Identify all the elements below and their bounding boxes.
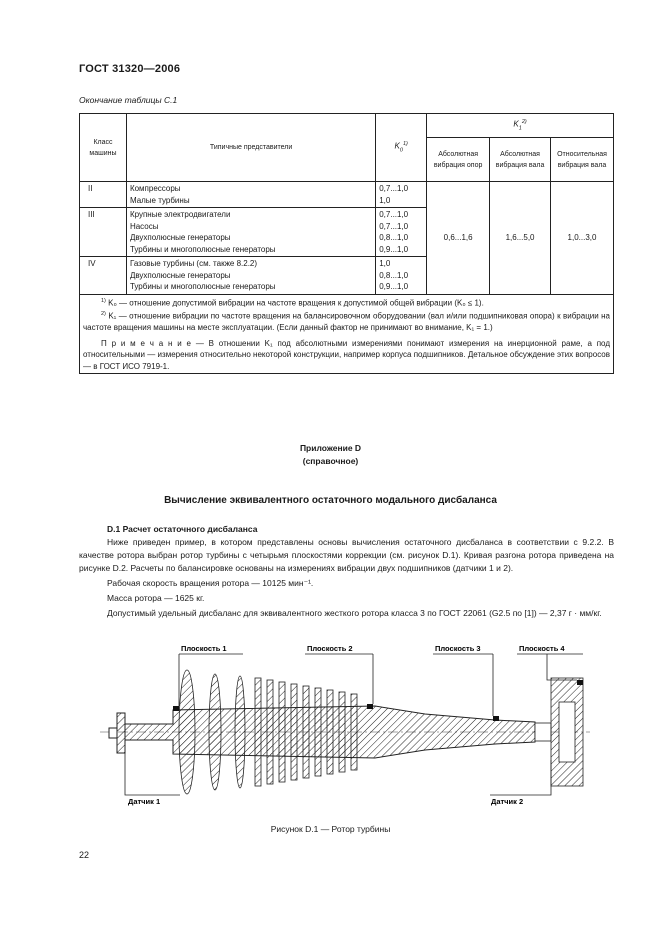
appendix-heading: Приложение D (справочное) bbox=[299, 443, 362, 466]
paragraph: Допустимый удельный дисбаланс для эквивалентного жесткого ротора класса 3 по ГОСТ 22061 (G2.5 по [1]) — 2,37 г · мм/кг. bbox=[107, 608, 602, 618]
body-text bbox=[79, 536, 614, 620]
col-repr-header: Типичные представители bbox=[126, 114, 375, 182]
vibration-table bbox=[79, 113, 614, 374]
k1-abs-support-value: 0,6...1,6 bbox=[427, 182, 490, 295]
end-flange bbox=[117, 713, 125, 753]
footnote-2: $^{2)}$ K₁ — отношение вибрации по частоте вращения на балансировочном оборудовании (вал и/или подшипниковая опора) к вибрации на частоте вращения машины на месте эксплуатации. (Если данный фактор не принимают во внимание, K₁ = 1.) bbox=[83, 310, 610, 332]
shaft-stub bbox=[109, 728, 117, 738]
k0-cell: 0,7...1,0 1,0 bbox=[376, 182, 427, 208]
paragraph: Рабочая скорость вращения ротора — 10125 мин⁻¹. bbox=[107, 578, 314, 588]
k1-abs-shaft-value: 1,6...5,0 bbox=[490, 182, 551, 295]
sensor-2-label: Датчик 2 bbox=[491, 797, 524, 806]
sensor-1-label: Датчик 1 bbox=[128, 797, 161, 806]
col-class-header: Класс машины bbox=[80, 114, 127, 182]
k0-cell: 1,0 0,8...1,0 0,9...1,0 bbox=[376, 257, 427, 295]
figure-caption: Рисунок D.1 — Ротор турбины bbox=[270, 824, 391, 834]
table-note: П р и м е ч а н и е — В отношении K₁ под абсолютными измерениями понимают измерения на инерционной раме, а под относительными — измерения относительно некоторой конструкции, например корпуса подшипников. Детальное обсуждение этих вопросов — в ГОСТ ИСО 7919-1. bbox=[83, 339, 610, 371]
k0-cell: 0,7...1,0 0,7...1,0 0,8...1,0 0,9...1,0 bbox=[376, 208, 427, 257]
repr-cell: Крупные электродвигатели Насосы Двухполюсные генераторы Турбины и многополюсные генераторы bbox=[126, 208, 375, 257]
class-cell: IV bbox=[80, 257, 127, 295]
subsection-title: D.1 Расчет остаточного дисбаланса bbox=[107, 524, 258, 534]
sub-abs-support: Абсолютная вибрация опор bbox=[427, 138, 490, 182]
right-end-assembly bbox=[535, 678, 583, 786]
table-row bbox=[80, 182, 614, 208]
col-k0-header: $K_0^{1)}$ bbox=[376, 114, 427, 182]
repr-cell: Компрессоры Малые турбины bbox=[126, 182, 375, 208]
table-notes bbox=[80, 294, 614, 374]
class-cell: III bbox=[80, 208, 127, 257]
class-cell: II bbox=[80, 182, 127, 208]
plane-3-label: Плоскость 3 bbox=[435, 644, 481, 653]
turbine-rotor-figure bbox=[95, 640, 595, 815]
col-k1-header: $K_1^{2)}$ bbox=[427, 114, 614, 138]
plane-1-label: Плоскость 1 bbox=[181, 644, 227, 653]
document-header: ГОСТ 31320—2006 bbox=[79, 63, 181, 75]
sub-rel-shaft: Относительная вибрация вала bbox=[551, 138, 614, 182]
page-number: 22 bbox=[79, 850, 90, 860]
footnote-1: $^{1)}$ K₀ — отношение допустимой вибрации на частоте вращения к допустимой общей вибрации (K₀ ≤ 1). bbox=[101, 297, 484, 308]
plane-4-label: Плоскость 4 bbox=[519, 644, 565, 653]
repr-cell: Газовые турбины (см. также 8.2.2) Двухполюсные генераторы Турбины и многополюсные генераторы bbox=[126, 257, 375, 295]
paragraph: Ниже приведен пример, в котором представлены основы вычисления остаточного дисбаланса в соответствии с 9.2.2. В качестве ротора выбран ротор турбины с четырьмя плоскостями коррекции (см. рисунок D.1). Кривая разгона ротора приведена на рисунке D.2. Расчеты по балансировке основаны на измерениях вибрации двух подшипников (датчики 1 и 2). bbox=[79, 537, 614, 573]
k1-rel-shaft-value: 1,0...3,0 bbox=[551, 182, 614, 295]
sub-abs-shaft: Абсолютная вибрация вала bbox=[490, 138, 551, 182]
plane-2-label: Плоскость 2 bbox=[307, 644, 353, 653]
table-caption: Окончание таблицы С.1 bbox=[79, 95, 178, 105]
section-title: Вычисление эквивалентного остаточного модального дисбаланса bbox=[164, 495, 497, 506]
paragraph: Масса ротора — 1625 кг. bbox=[107, 593, 205, 603]
